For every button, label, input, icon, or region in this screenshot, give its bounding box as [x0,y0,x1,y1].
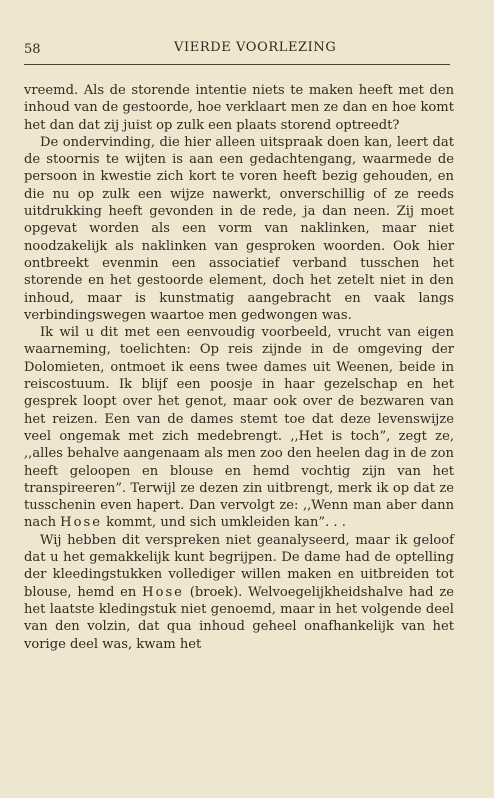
page-header [24,36,454,64]
header-rule [24,64,450,65]
page-body [24,82,454,653]
paragraph-text: (broek). Welvoegelijkheidshalve had ze het laatste kledingstuk niet genoemd, maar in het volgende deel van den volzin, dat qua inhoud geheel onafhankelijk van het vorige deel was, kwam het [24,584,454,652]
spaced-word: Hose [142,584,184,600]
paragraph-text: vreemd. Als de storende intentie niets te maken heeft met den inhoud van de gestoorde, hoe verklaart men ze dan en hoe komt het dan dat zij juist op zulk een plaats storend optreedt? [24,83,454,133]
paragraph-4 [24,532,454,653]
paragraph-text: Wij hebben dit verspreken niet geanalyseerd, maar ik geloof dat u het gemakkelijk kunt begrijpen. De dame had de optelling der kleedingstukken vollediger willen maken en uitbreiden tot blouse, hemd en [24,532,454,600]
paragraph-text: De ondervinding, die hier alleen uitspraak doen kan, leert dat de stoornis te wijten is aan een gedachtengang, waarmede de persoon in kwestie zich kort te voren heeft bezig gehouden, en die nu op zulk een wijze nawerkt, onverschillig of ze reeds uitdrukking heeft gevonden in de rede, ja dan neen. Zij moet opgevat worden als een vorm van naklinken, maar niet noodzakelijk als naklinken van gesproken woorden. Ook hier ontbreekt evenmin een associatief verband tusschen het storende en het gestoorde element, doch het zetelt niet in den inhoud, maar is kunstmatig aangebracht en vaak langs verbindingswegen waartoe men gedwongen was. [24,134,454,323]
running-title: VIERDE VOORLEZING [174,40,337,55]
paragraph-3 [24,324,454,532]
spaced-word: Hose [60,515,102,531]
page-number: 58 [24,42,41,57]
paragraph-text: kommt, und sich umkleiden kan”. . . [101,515,346,531]
paragraph-1 [24,82,454,134]
paragraph-2 [24,134,454,324]
paragraph-text: Ik wil u dit met een eenvoudig voorbeeld, vrucht van eigen waarneming, toelichten: Op reis zijnde in de omgeving der Dolomieten, ontmoet ik eens twee dames uit Weenen, beide in reiscostuum. Ik blijf een poosje in haar gezelschap en het gesprek loopt over het genot, maar ook over de bezwaren van het reizen. Een van de dames stemt toe dat deze levenswijze veel ongemak met zich medebrengt. ,,Het is toch”, zegt ze, ,,alles behalve aangenaam als men zoo den heelen dag in de zon heeft geloopen en blouse en hemd vochtig zijn van het transpireeren”. Terwijl ze dezen zin uitbrengt, merk ik op dat ze tusschenin even hapert. Dan vervolgt ze: ,,Wenn man aber dann nach [24,325,454,531]
